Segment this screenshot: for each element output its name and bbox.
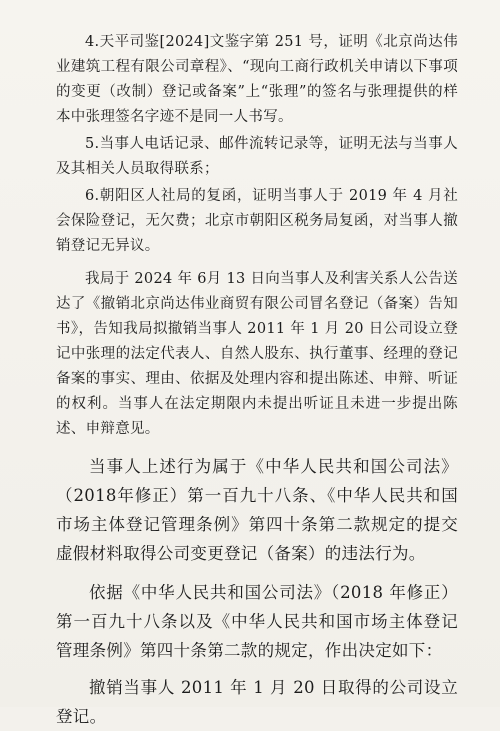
- evidence-item-6: 6.朝阳区人社局的复函，证明当事人于 2019 年 4 月社会保险登记，无欠费；北京市朝阳区税务局复函，对当事人撤销登记无异议。: [56, 188, 458, 254]
- decision-paragraph: 撤销当事人 2011 年 1 月 20 日取得的公司设立登记。: [56, 678, 458, 726]
- violation-paragraph: 当事人上述行为属于《中华人民共和国公司法》（2018年修正）第一百九十八条、《中华人民共和国市场主体登记管理条例》第四十条第二款规定的提交虚假材料取得公司变更登记（备案）的违法行为。: [56, 457, 458, 563]
- legal-basis-paragraph: 依据《中华人民共和国公司法》（2018 年修正）第一百九十八条以及《中华人民共和国市场主体登记管理条例》第四十条第二款的规定，作出决定如下：: [56, 583, 458, 660]
- evidence-item-4: 4.天平司鉴[2024]文鉴字第 251 号，证明《北京尚达伟业建筑工程有限公司章程》、“现向工商行政机关申请以下事项的变更（改制）登记或备案”上“张理”的签名与张理提供的样本中张理签名字迹不是同一人书写。: [56, 34, 458, 125]
- notice-paragraph: 我局于 2024 年 6月 13 日向当事人及利害关系人公告送达了《撤销北京尚达伟业商贸有限公司冒名登记（备案）告知书》，告知我局拟撤销当事人 2011 年 1 月 20 日公司设立登记中张理的法定代表人、自然人股东、执行董事、经理的登记备案的事实、理由、依据及处理内容和提出陈述、申辩、听证的权利。当事人在法定期限内未提出听证且未进一步提出陈述、申辩意见。: [56, 271, 458, 437]
- evidence-item-5: 5.当事人电话记录、邮件流转记录等，证明无法与当事人及其相关人员取得联系；: [56, 136, 458, 177]
